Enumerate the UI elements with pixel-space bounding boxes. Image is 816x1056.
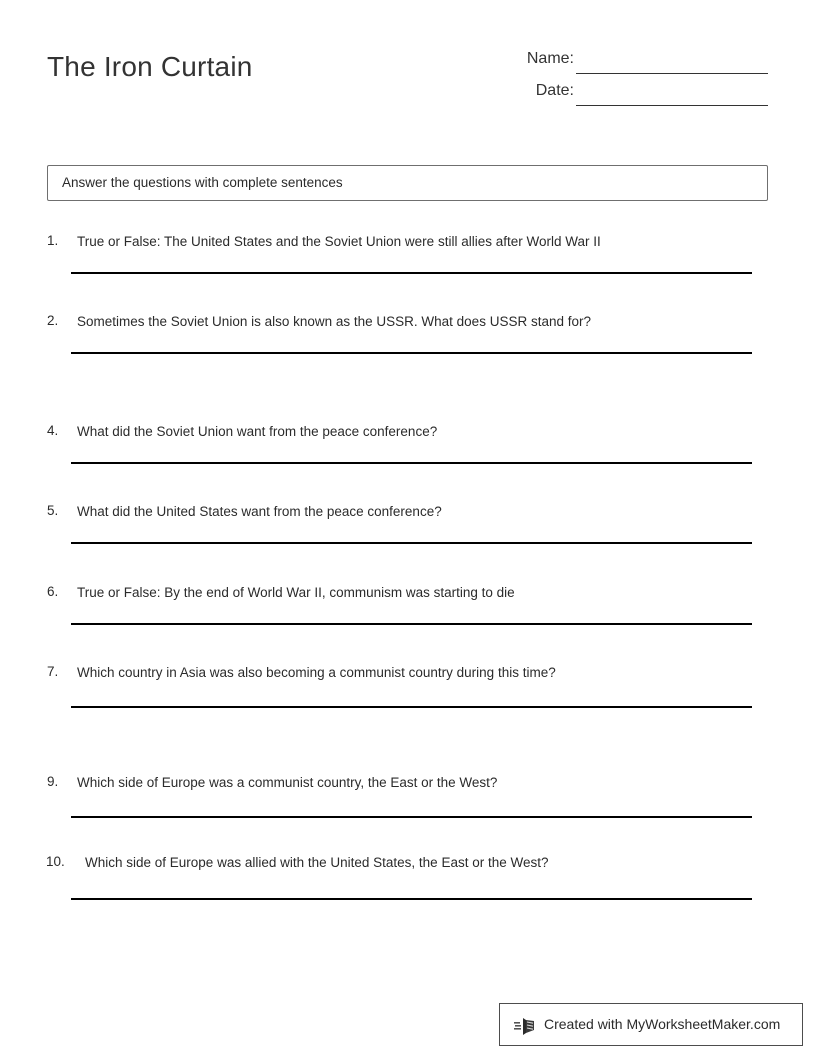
question-number: 1. xyxy=(47,233,59,248)
answer-line[interactable] xyxy=(71,816,752,818)
question-text: Which side of Europe was allied with the United States, the East or the West? xyxy=(85,855,549,870)
question-number: 10. xyxy=(46,854,65,869)
answer-line[interactable] xyxy=(71,706,752,708)
instruction-box xyxy=(47,165,768,201)
answer-line[interactable] xyxy=(71,462,752,464)
answer-line[interactable] xyxy=(71,352,752,354)
question-text: What did the United States want from the peace conference? xyxy=(77,504,442,519)
question-text: True or False: The United States and the Soviet Union were still allies after World War II xyxy=(77,234,601,249)
name-field-input-line[interactable] xyxy=(576,73,768,74)
name-date-block xyxy=(470,48,770,112)
question-text: True or False: By the end of World War II, communism was starting to die xyxy=(77,585,515,600)
instruction-text: Answer the questions with complete sentences xyxy=(62,175,343,190)
name-field-row xyxy=(470,48,770,80)
question-number: 9. xyxy=(47,774,59,789)
question-text: Which side of Europe was a communist country, the East or the West? xyxy=(77,775,498,790)
question-text: Which country in Asia was also becoming a communist country during this time? xyxy=(77,665,556,680)
name-field-label: Name: xyxy=(526,50,574,67)
question-number: 5. xyxy=(47,503,59,518)
date-field-row xyxy=(470,80,770,112)
date-field-label: Date: xyxy=(535,82,574,99)
page-title: The Iron Curtain xyxy=(47,51,253,82)
answer-line[interactable] xyxy=(71,272,752,274)
created-with-badge[interactable] xyxy=(499,1003,803,1046)
question-text: What did the Soviet Union want from the peace conference? xyxy=(77,424,438,439)
question-number: 6. xyxy=(47,584,59,599)
answer-line[interactable] xyxy=(71,623,752,625)
answer-line[interactable] xyxy=(71,898,752,900)
created-with-label: Created with MyWorksheetMaker.com xyxy=(544,1016,781,1032)
question-number: 7. xyxy=(47,664,59,679)
answer-line[interactable] xyxy=(71,542,752,544)
worksheet-maker-logo-icon xyxy=(514,1014,538,1038)
question-number: 2. xyxy=(47,313,59,328)
date-field-input-line[interactable] xyxy=(576,105,768,106)
question-text: Sometimes the Soviet Union is also known as the USSR. What does USSR stand for? xyxy=(77,314,591,329)
worksheet-header xyxy=(0,0,816,140)
question-number: 4. xyxy=(47,423,59,438)
